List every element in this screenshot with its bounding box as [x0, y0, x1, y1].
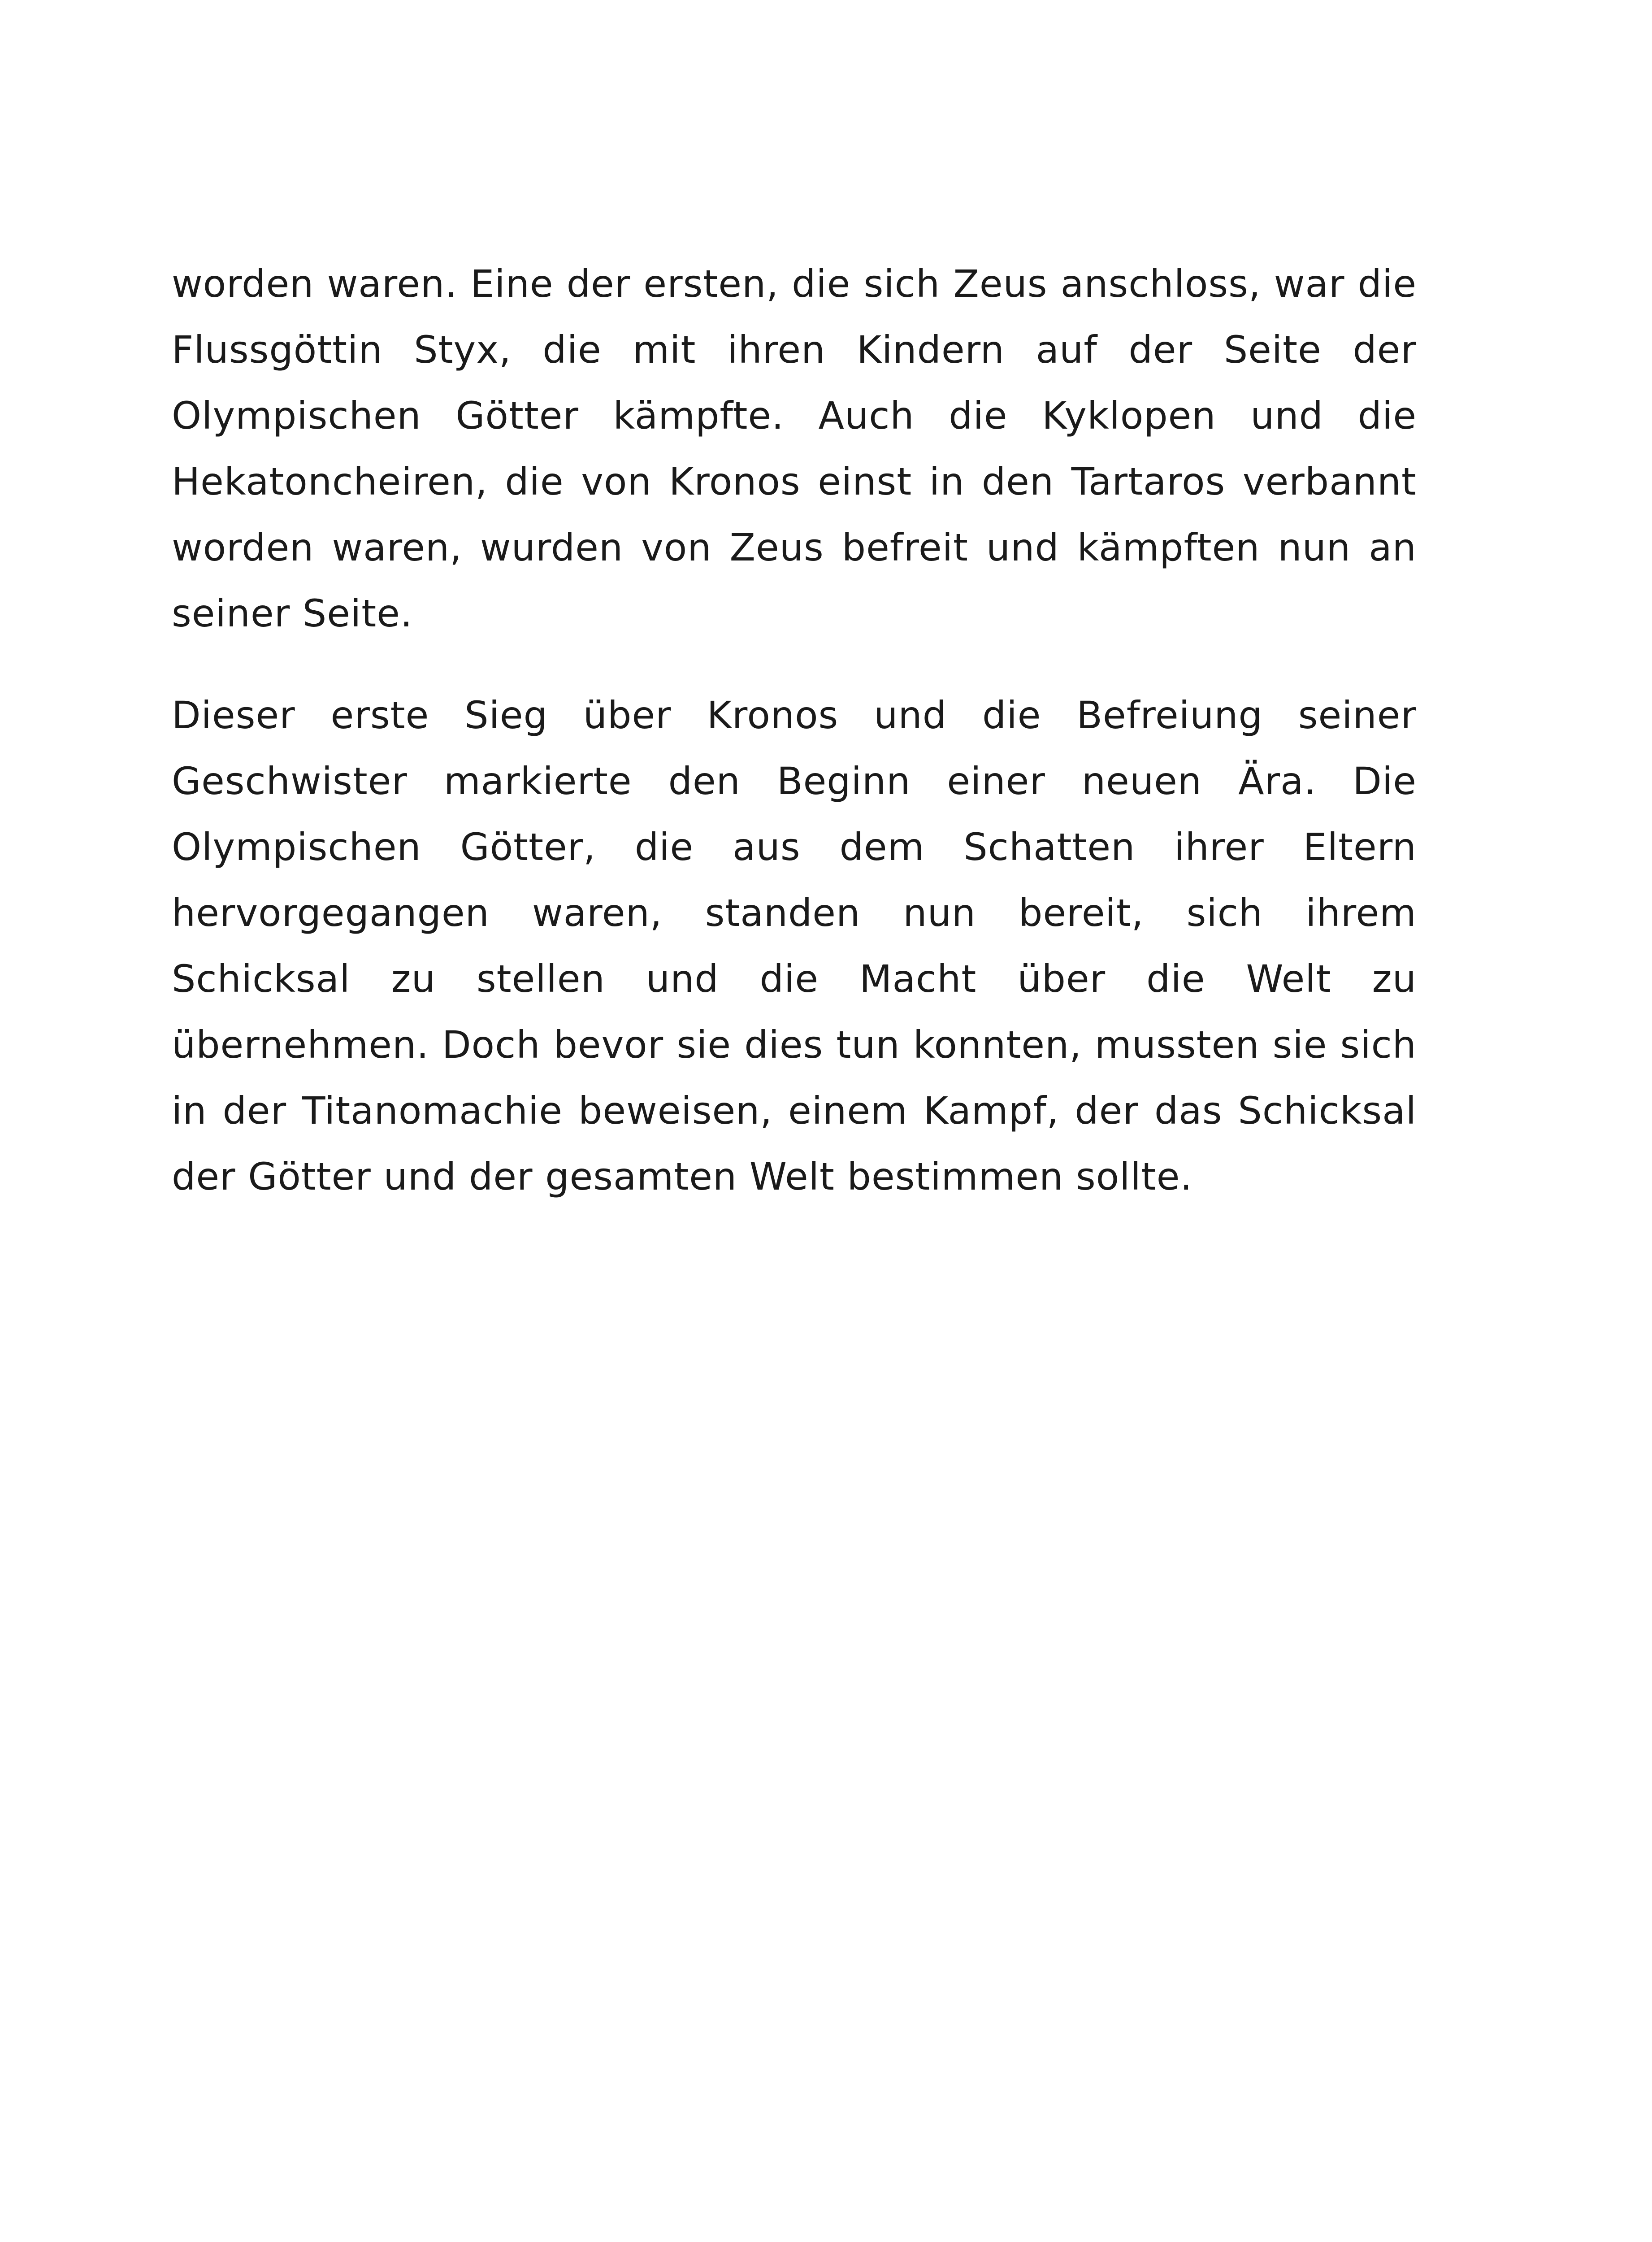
body-text	[172, 251, 1417, 1246]
paragraph-1: worden waren. Eine der ersten, die sich Zeus anschloss, war die Flussgöttin Styx, die mit ihren Kindern auf der Seite der Olympischen Götter kämpfte. Auch die Kyklopen und die Hekatoncheiren, die von Kronos einst in den Tartaros verbannt worden waren, wurden von Zeus befreit und kämpften nun an seiner Seite.	[172, 262, 1417, 635]
paragraph-2: Dieser erste Sieg über Kronos und die Befreiung seiner Geschwister markierte den Beginn einer neuen Ära. Die Olympischen Götter, die aus dem Schatten ihrer Eltern hervorgegangen waren, standen nun bereit, sich ihrem Schicksal zu stellen und die Macht über die Welt zu übernehmen. Doch bevor sie dies tun konnten, mussten sie sich in der Titanomachie beweisen, einem Kampf, der das Schicksal der Götter und der gesamten Welt bestimmen sollte.	[172, 693, 1417, 1199]
